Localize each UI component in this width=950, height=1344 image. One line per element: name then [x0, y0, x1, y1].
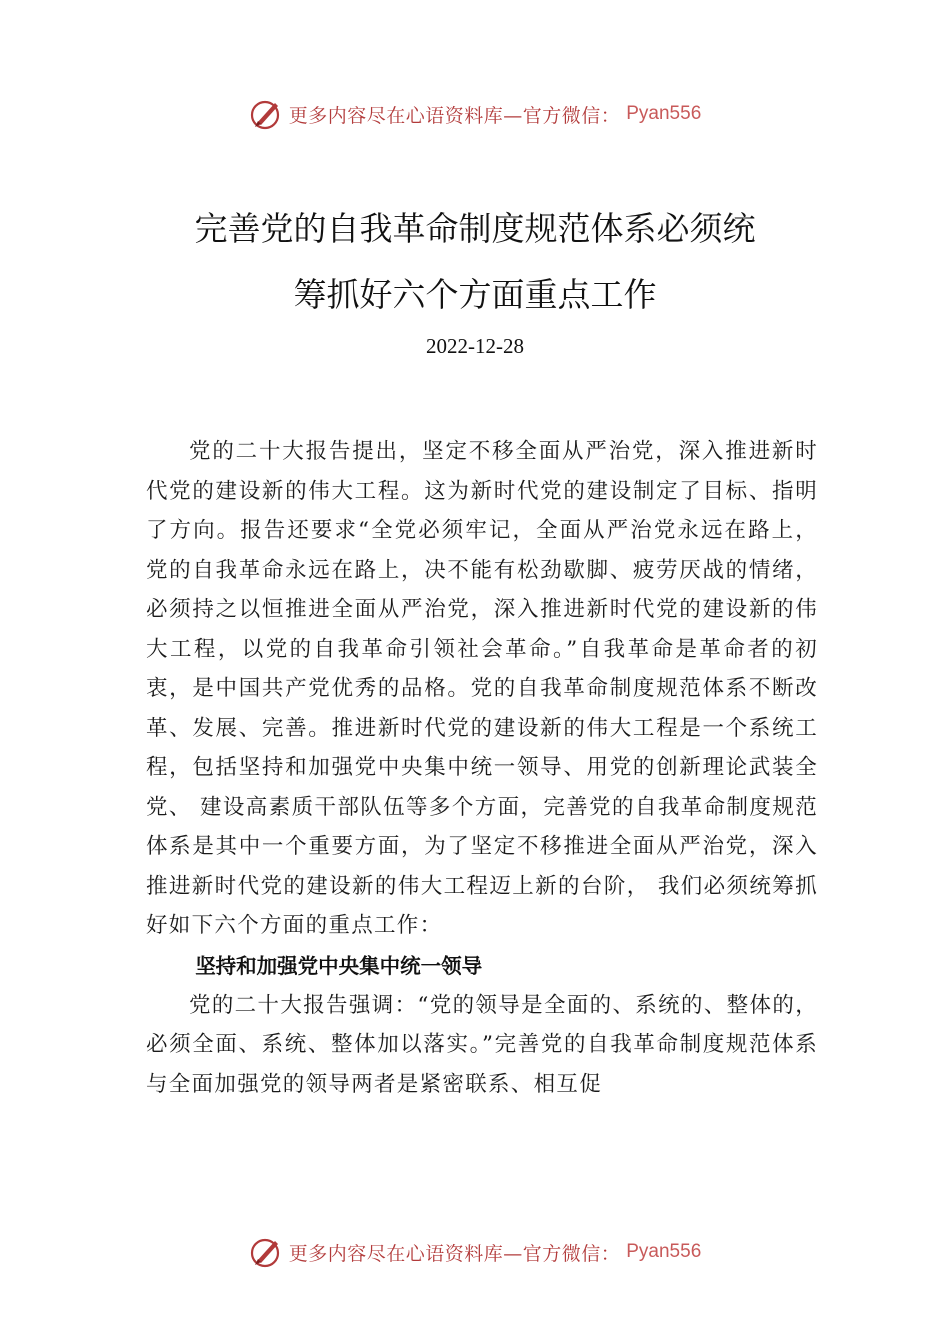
document-date: 2022-12-28 [426, 334, 524, 358]
paragraph-1: 党的二十大报告提出，坚定不移全面从严治党，深入推进新时代党的建设新的伟大工程。这为新时代党的建设制定了目标、指明了方向。报告还要求“全党必须牢记，全面从严治党永远在路上，党的自我革命永远在路上，决不能有松劲歇脚、疲劳厌战的情绪，必须持之以恒推进全面从严治党，深入推进新时代党的建设新的伟大工程，以党的自我革命引领社会革命。”自我革命是革命者的初衷，是中国共产党优秀的品格。党的自我革命制度规范体系不断改革、发展、完善。推进新时代党的建设新的伟大工程是一个系统工程，包括坚持和加强党中央集中统一领导、用党的创新理论武装全党、 建设高素质干部队伍等多个方面，完善党的自我革命制度规范体系是其中一个重要方面，为了坚定不移推进全面从严治党，深入推进新时代党的建设新的伟大工程迈上新的台阶， 我们必须统筹抓好如下六个方面的重点工作： [146, 439, 818, 938]
paragraph-2: 党的二十大报告强调：“党的领导是全面的、系统的、整体的，必须全面、系统、整体加以落实。”完善党的自我革命制度规范体系与全面加强党的领导两者是紧密联系、相互促 [146, 992, 818, 1097]
title-line-1: 完善党的自我革命制度规范体系必须统 [194, 209, 756, 248]
banner-text: 更多内容尽在心语资料库—官方微信： [288, 104, 621, 127]
quill-pen-icon [249, 1235, 283, 1269]
document-body [146, 432, 818, 1104]
footer-banner [0, 1232, 950, 1272]
banner-wechat-id: Pyan556 [626, 1241, 702, 1262]
document-title [0, 196, 950, 328]
banner-text: 更多内容尽在心语资料库—官方微信： [288, 1242, 621, 1265]
quill-pen-icon [249, 97, 283, 131]
banner-wechat-id: Pyan556 [626, 103, 702, 124]
section-heading-1: 坚持和加强党中央集中统一领导 [195, 953, 483, 978]
title-line-2: 筹抓好六个方面重点工作 [293, 275, 657, 314]
header-banner [0, 94, 950, 134]
